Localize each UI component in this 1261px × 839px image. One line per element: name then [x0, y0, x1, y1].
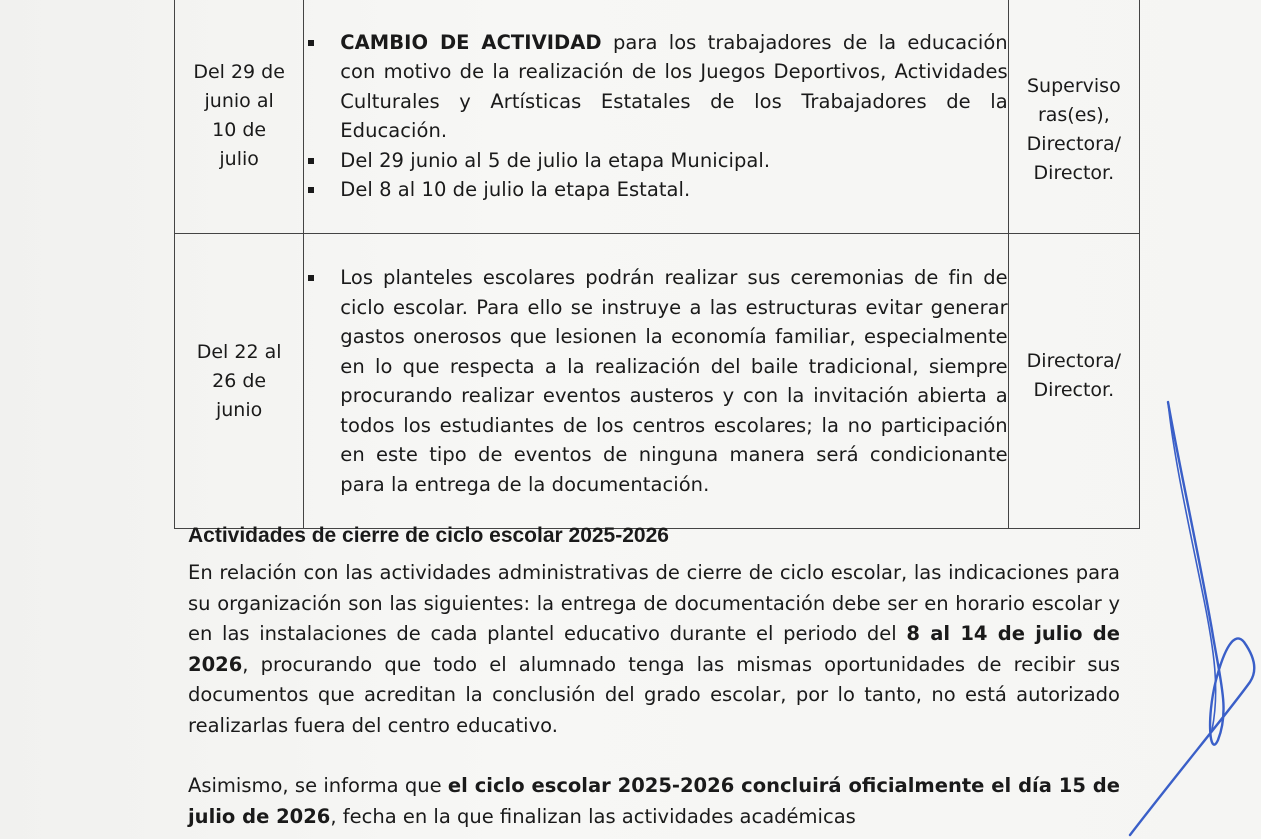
table-row — [175, 234, 1140, 529]
date-line: julio — [219, 148, 259, 170]
paragraph-text: En relación con las actividades administrativas de cierre de ciclo escolar, las indicaciones para su organización son las siguientes: la entrega de documentación debe ser en horario escolar y en las instalaciones de cada plantel educativo durante el periodo del — [188, 561, 1120, 645]
signature-stroke — [1168, 402, 1216, 730]
date-cell — [175, 0, 304, 234]
activity-list — [304, 28, 1007, 205]
paragraph-bold: 8 al 14 de julio de 2026 — [188, 622, 1120, 676]
responsible-line: Directora/ — [1026, 133, 1122, 155]
date-line: 10 de — [212, 119, 267, 141]
list-item — [304, 175, 1007, 205]
paragraph-text: Asimismo, se informa que — [188, 774, 448, 797]
date-cell — [175, 234, 304, 529]
date-line: 26 de — [212, 369, 267, 392]
responsible-cell — [1008, 0, 1139, 234]
activity-text: para los trabajadores de la educación con motivo de la realización de los Juegos Deportivos, Actividades Culturales y Artísticas Estatales de los Trabajadores de la Educación. — [340, 30, 1008, 142]
activity-lead: CAMBIO DE ACTIVIDAD — [340, 30, 602, 54]
activity-text: Del 8 al 10 de julio la etapa Estatal. — [340, 178, 691, 201]
responsible-line: Directora/ — [1026, 350, 1122, 372]
table-row — [175, 0, 1140, 234]
section-heading: Actividades de cierre de ciclo escolar 2025-2026 — [188, 524, 669, 547]
responsible-line: Director. — [1033, 162, 1115, 184]
activity-text: Del 29 junio al 5 de julio la etapa Municipal. — [340, 148, 771, 172]
list-item — [304, 263, 1007, 499]
closing-section — [188, 522, 1120, 832]
paragraph-text: , fecha en la que finalizan las actividades académicas — [330, 804, 856, 828]
responsible-line: ras(es), — [1037, 104, 1110, 126]
date-line: Del 29 de — [193, 61, 285, 83]
responsible-line: Director. — [1033, 379, 1115, 401]
date-line: Del 22 al — [196, 340, 282, 363]
closing-paragraph — [188, 771, 1120, 832]
paragraph-bold: el ciclo escolar 2025-2026 concluirá oficialmente el día 15 de julio de 2026 — [188, 774, 1120, 828]
activity-list — [304, 263, 1007, 499]
signature-stroke — [1130, 402, 1254, 835]
list-item — [304, 146, 1007, 176]
list-item — [304, 28, 1007, 146]
activity-text: Los planteles escolares podrán realizar sus ceremonias de fin de ciclo escolar. Para ello se instruye a las estructuras evitar generar gastos onerosos que lesionen la economía familiar, especialmente en lo que respecta a la realización del baile tradicional, siempre procurando realizar eventos austeros y con la invitación abierta a todos los estudiantes de los centros escolares; la no participación en este tipo de eventos de ninguna manera será condicionante para la entrega de la documentación. — [340, 266, 1008, 496]
responsible-line: Superviso — [1027, 75, 1121, 97]
closing-paragraph — [188, 558, 1120, 741]
activity-cell — [304, 234, 1008, 529]
date-line: junio al — [204, 90, 274, 112]
activities-table — [174, 0, 1140, 529]
paragraph-text: , procurando que todo el alumnado tenga las mismas oportunidades de recibir sus documentos que acreditan la conclusión del grado escolar, por lo tanto, no está autorizado realizarlas fuera del centro educativo. — [188, 652, 1120, 737]
date-line: junio — [215, 398, 263, 421]
signature-mark — [1120, 380, 1261, 839]
activity-cell — [304, 0, 1008, 234]
